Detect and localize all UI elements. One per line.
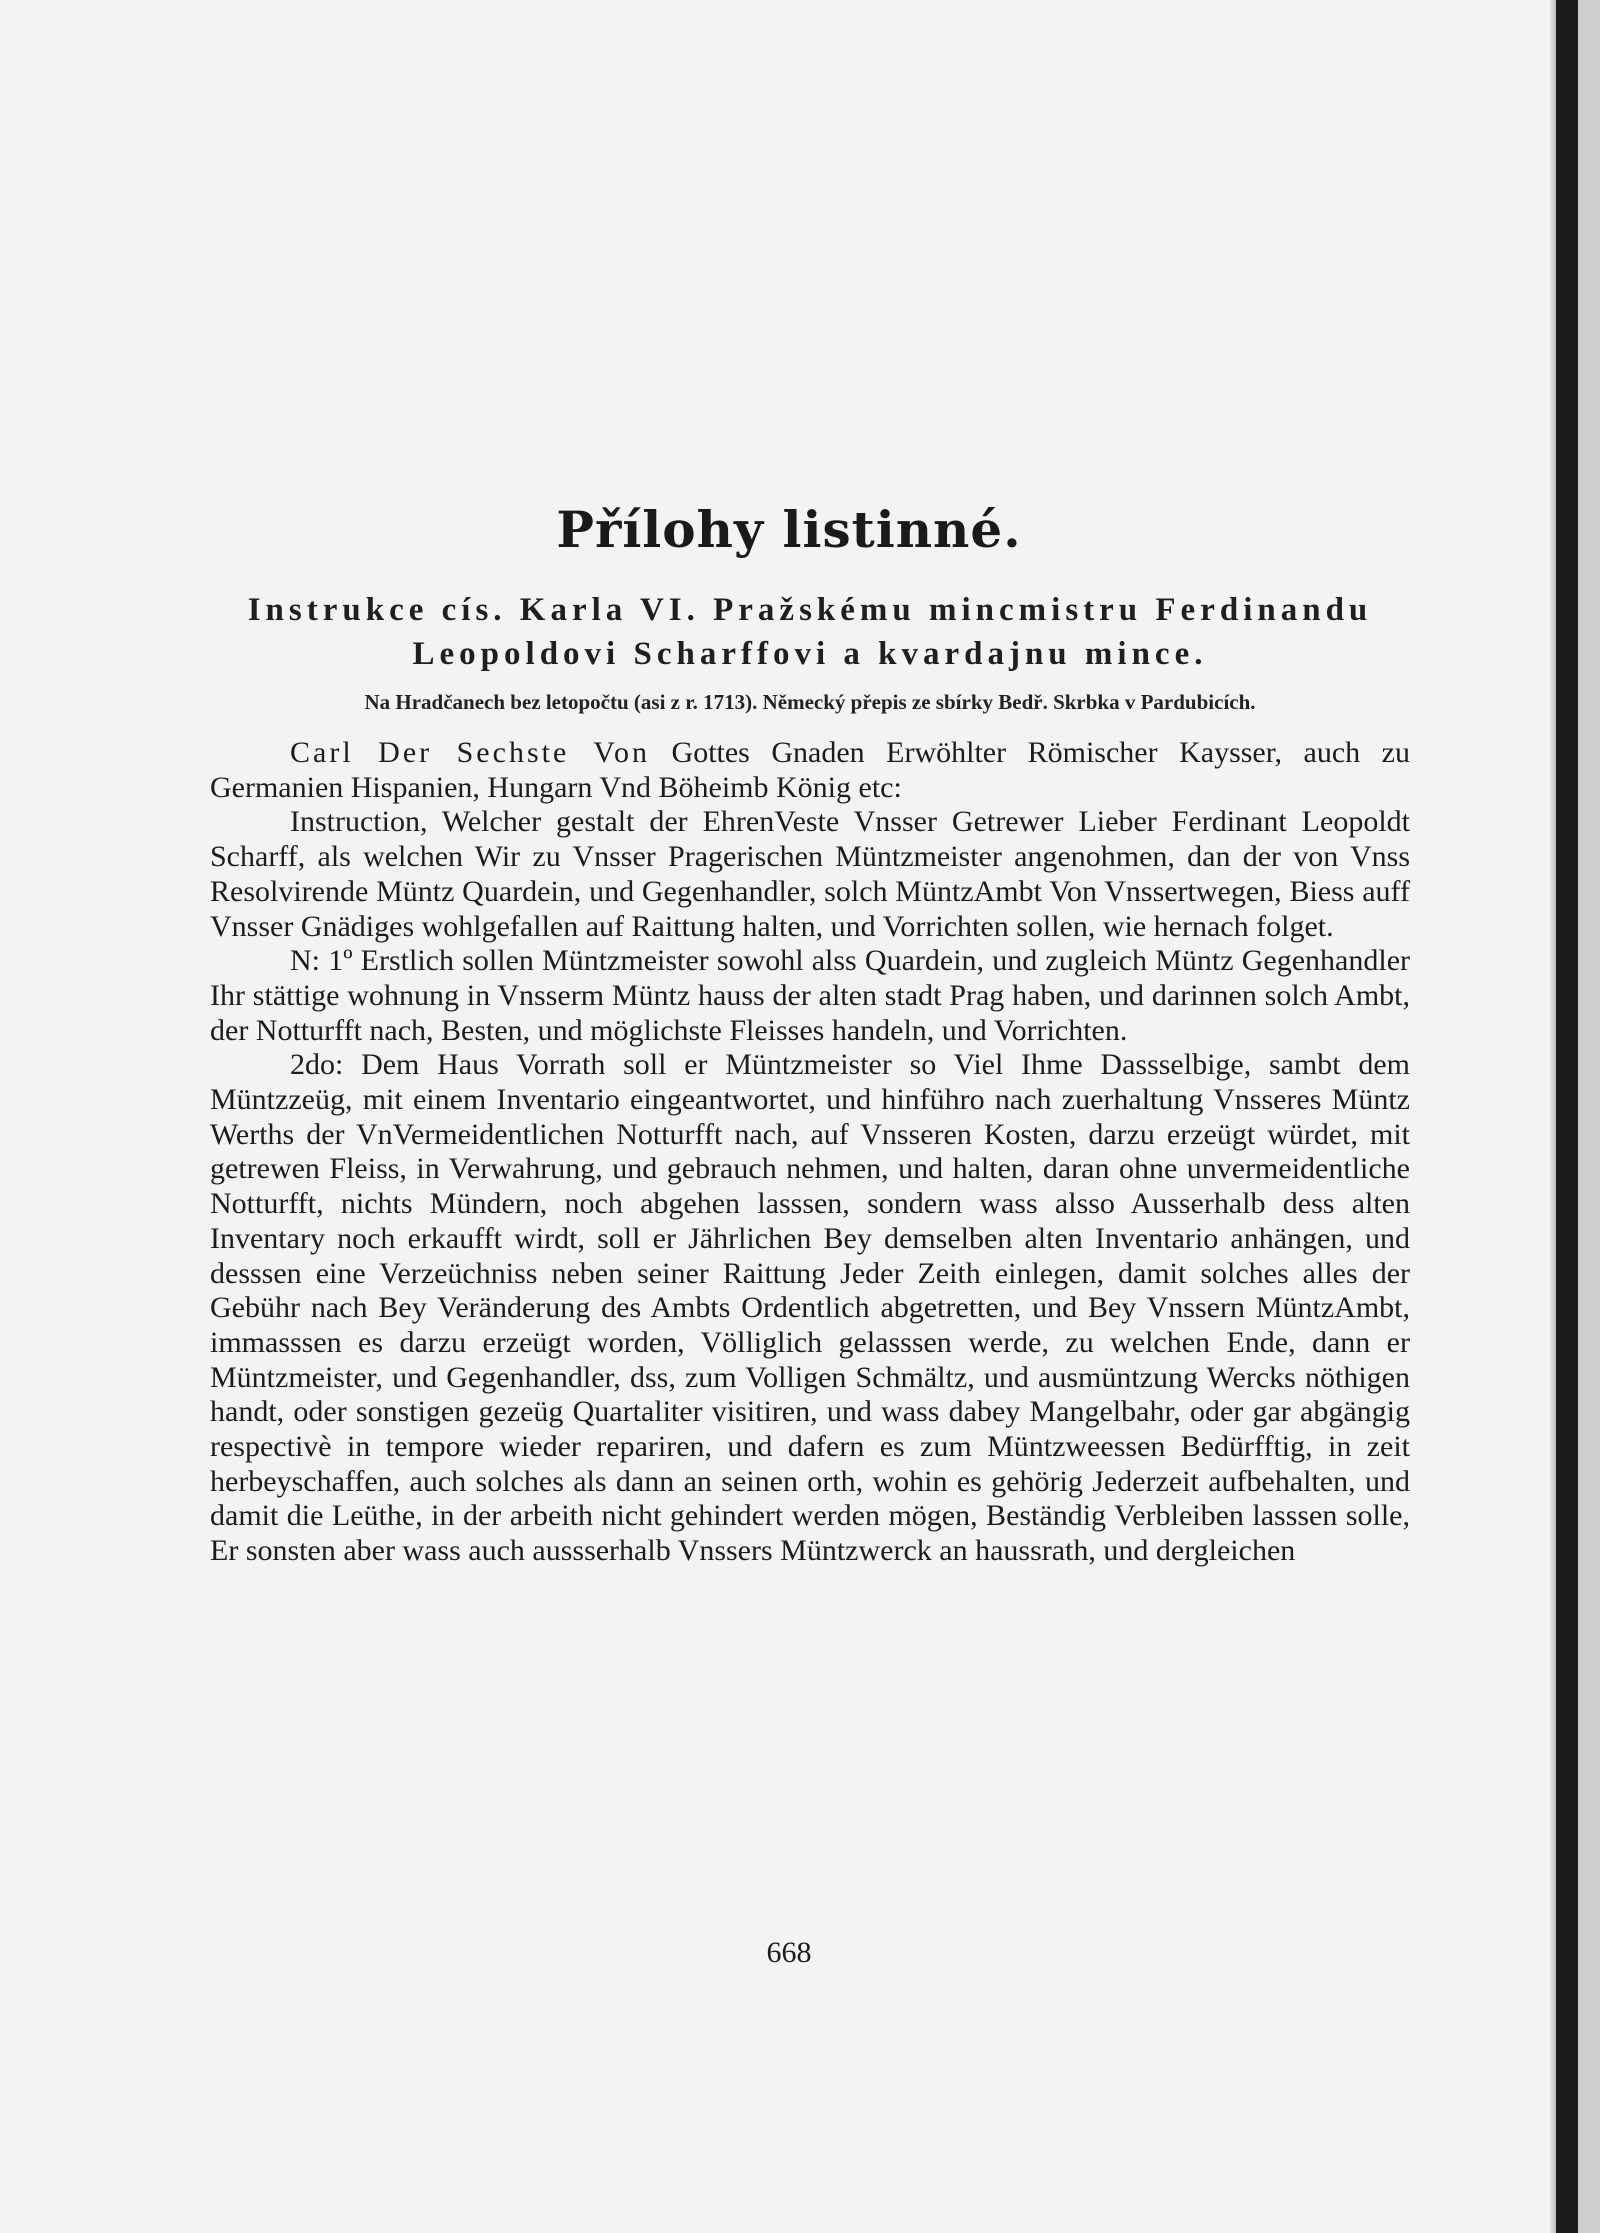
source-note: Na Hradčanech bez letopočtu (asi z r. 1713). Německý přepis ze sbírky Bedř. Skrbka v Pardubicích.	[364, 690, 1256, 714]
page-title: Přílohy listinné.	[556, 500, 1022, 559]
heading-rest-text: Gottes Gnaden Erwöhlter Römischer Kaysser, auch zu Germanien Hispanien, Hungarn Vnd Böheimb König etc:	[210, 736, 1410, 804]
article-2-paragraph: 2do: Dem Haus Vorrath soll er Müntzmeister so Viel Ihme Dassselbige, sambt dem Müntzzeüg, mit einem Inventario eingeantwortet, und hinführo nach zuerhaltung Vnsseres Müntz Werths der VnVermeidentlichen Notturfft nach, auf Vnsseren Kosten, darzu erzeügt würdet, mit getrewen Fleiss, in Verwahrung, und gebrauch nehmen, und halten, daran ohne unvermeidentliche Notturfft, nichts Mündern, noch abgehen lasssen, sondern wass alsso Ausserhalb dess alten Inventary noch erkaufft wirdt, soll er Jährlichen Bey demselben alten Inventario anhängen, und desssen eine Verzeüchniss neben seiner Raittung Jeder Zeith einlegen, damit solches alles der Gebühr nach Bey Veränderung des Ambts Ordentlich abgetretten, und Bey Vnssern MüntzAmbt, immasssen es darzu erzeügt worden, Völliglich gelasssen werde, zu welchen Ende, dann er Müntzmeister, und Gegenhandler, dss, zum Volligen Schmältz, und ausmüntzung Wercks nöthigen handt, oder sonstigen gezeüg Quartaliter visitiren, und wass dabey Mangelbahr, oder gar abgängig respectivè in tempore wieder repariren, und dafern es zum Müntzweessen Bedürfftig, in zeit herbeyschaffen, auch solches als dann an seinen orth, wohin es gehörig Jederzeit aufbehalten, und damit die Leüthe, in der arbeith nicht gehindert werden mögen, Beständig Verbleiben lasssen solle, Er sonsten aber wass auch aussserhalb Vnssers Müntzwerck an haussrath, und dergleichen	[210, 1048, 1410, 1568]
document-subtitle	[210, 588, 1410, 676]
heading-paragraph	[210, 736, 1410, 805]
scan-edge	[1556, 0, 1578, 2233]
subtitle-line-1: Instrukce cís. Karla VI. Pražskému mincmistru Ferdinandu	[247, 592, 1373, 628]
document-body	[210, 736, 1410, 1569]
heading-spaced-text: Carl Der Sechste Von	[290, 736, 651, 769]
subtitle-line-2: Leopoldovi Scharffovi a kvardajnu mince.	[412, 636, 1208, 672]
article-1-paragraph: N: 1º Erstlich sollen Müntzmeister sowohl alss Quardein, und zugleich Müntz Gegenhandler Ihr stättige wohnung in Vnsserm Müntz hauss der alten stadt Prag haben, und darinnen solch Ambt, der Notturfft nach, Besten, und möglichste Fleisses handeln, und Vorrichten.	[210, 944, 1410, 1047]
instruction-paragraph: Instruction, Welcher gestalt der EhrenVeste Vnsser Getrewer Lieber Ferdinant Leopoldt Scharff, als welchen Wir zu Vnsser Pragerischen Müntzmeister angenohmen, dan der von Vnss Resolvirende Müntz Quardein, und Gegenhandler, solch MüntzAmbt Von Vnssertwegen, Biess auff Vnsser Gnädiges wohlgefallen auf Raittung halten, und Vorrichten sollen, wie hernach folget.	[210, 805, 1410, 943]
page-number: 668	[766, 1936, 812, 1969]
